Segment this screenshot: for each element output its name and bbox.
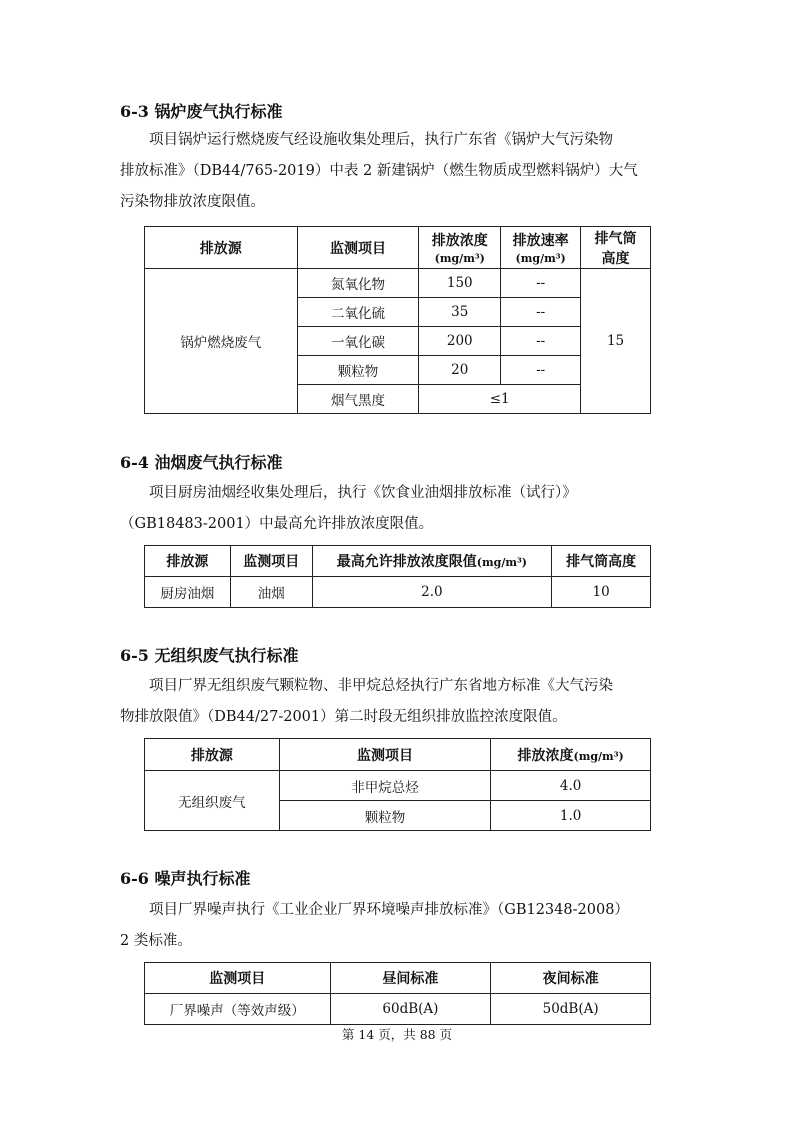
para-line: 物排放限值》（DB44/27-2001）第二时段无组织排放监控浓度限值。 [120,709,567,725]
header-source: 排放源 [145,546,231,577]
section-heading-6-6: 6-6 噪声执行标准 [120,869,251,888]
value-cell: 4.0 [491,771,651,801]
header-source: 排放源 [145,227,298,269]
section-paragraph-6-4 [120,478,680,540]
rate-cell: -- [501,327,581,356]
source-cell: 无组织废气 [145,771,280,831]
item-cell: 一氧化碳 [297,327,419,356]
section-paragraph-6-6 [120,895,680,957]
value-cell: 1.0 [491,801,651,831]
para-line: （GB18483-2001）中最高允许排放浓度限值。 [120,516,434,532]
item-cell: 厂界噪声（等效声级） [145,994,331,1025]
header-stack-height: 排气筒 高度 [581,227,651,269]
header-item: 监测项目 [145,963,331,994]
boiler-emission-table [144,226,651,414]
item-cell: 颗粒物 [279,801,491,831]
section-paragraph-6-5 [120,671,680,733]
header-limit: 最高允许排放浓度限值(mg/m³) [312,546,552,577]
header-daytime: 昼间标准 [330,963,491,994]
header-stack-height: 排气筒高度 [552,546,651,577]
cooking-fume-table [144,545,651,608]
para-line: 排放标准》（DB44/765-2019）中表 2 新建锅炉（燃生物质成型燃料锅炉）大气 [120,163,638,179]
daytime-cell: 60dB(A) [330,994,491,1025]
para-line: 项目厨房油烟经收集处理后，执行《饮食业油烟排放标准（试行）》 [149,485,577,501]
header-nighttime: 夜间标准 [491,963,651,994]
item-cell: 颗粒物 [297,356,419,385]
rate-cell: -- [501,298,581,327]
header-item: 监测项目 [279,739,491,771]
section-heading-6-3: 6-3 锅炉废气执行标准 [120,102,283,121]
limit-cell: 2.0 [312,577,552,608]
item-cell: 烟气黑度 [297,385,419,414]
concentration-cell: 35 [419,298,501,327]
concentration-cell: 200 [419,327,501,356]
nighttime-cell: 50dB(A) [491,994,651,1025]
stack-height-cell: 10 [552,577,651,608]
header-item: 监测项目 [230,546,312,577]
smoke-blackness-cell: ≤1 [419,385,581,414]
para-line: 项目锅炉运行燃烧废气经设施收集处理后，执行广东省《锅炉大气污染物 [149,132,613,148]
source-cell: 锅炉燃烧废气 [145,269,298,414]
header-concentration: 排放浓度(mg/m³) [491,739,651,771]
item-cell: 油烟 [230,577,312,608]
header-rate: 排放速率 (mg/m³) [501,227,581,269]
noise-standard-table [144,962,651,1025]
page-number-footer: 第 14 页，共 88 页 [341,1027,453,1042]
concentration-cell: 20 [419,356,501,385]
section-heading-6-4: 6-4 油烟废气执行标准 [120,453,283,472]
item-cell: 非甲烷总烃 [279,771,491,801]
para-line: 污染物排放浓度限值。 [120,194,265,210]
item-cell: 氮氧化物 [297,269,419,298]
fugitive-emission-table [144,738,651,831]
rate-cell: -- [501,356,581,385]
concentration-cell: 150 [419,269,501,298]
para-line: 2 类标准。 [120,933,192,949]
stack-height-cell: 15 [581,269,651,414]
para-line: 项目厂界噪声执行《工业企业厂界环境噪声排放标准》（GB12348-2008） [149,902,629,918]
section-heading-6-5: 6-5 无组织废气执行标准 [120,646,299,665]
header-concentration: 排放浓度 (mg/m³) [419,227,501,269]
header-source: 排放源 [145,739,280,771]
rate-cell: -- [501,269,581,298]
para-line: 项目厂界无组织废气颗粒物、非甲烷总烃执行广东省地方标准《大气污染 [149,678,613,694]
source-cell: 厨房油烟 [145,577,231,608]
section-paragraph-6-3 [120,125,680,218]
item-cell: 二氧化硫 [297,298,419,327]
header-item: 监测项目 [297,227,419,269]
